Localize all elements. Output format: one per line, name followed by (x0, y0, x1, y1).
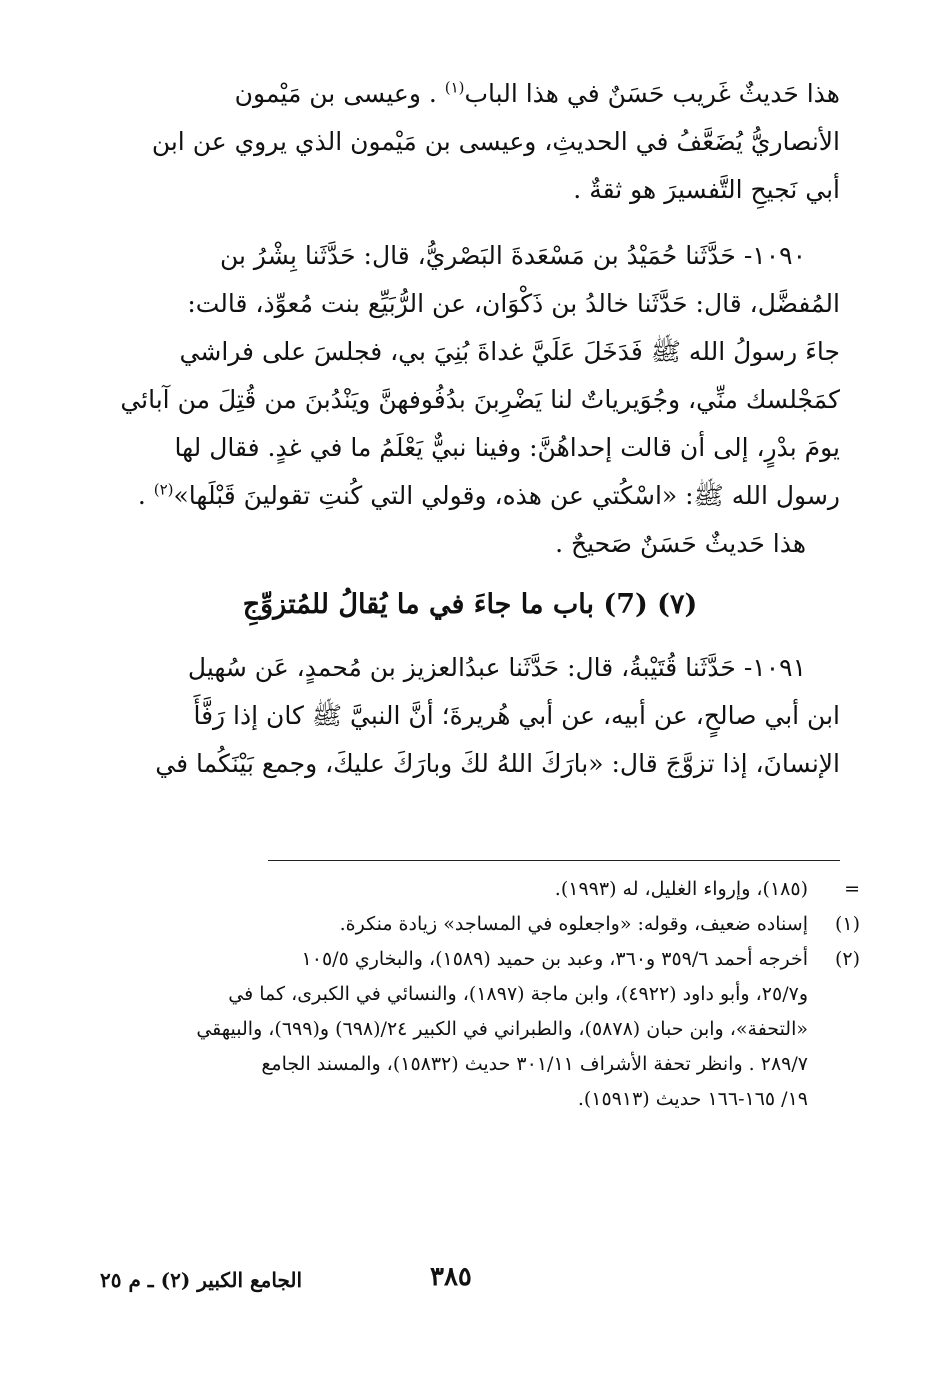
footnote-line: ٢٨٩/٧ . وانظر تحفة الأشراف ٣٠١/١١ حديث (١٥٨٣٢)، والمسند الجامع (261, 1053, 808, 1075)
text-line: جاءَ رسولُ الله ﷺ فَدَخَلَ عَلَيَّ غداةَ بُنِيَ بي، فجلسَ على فراشي (179, 337, 840, 366)
footnote-ref-1[interactable]: (١) (444, 78, 465, 97)
text-line: المُفضَّل، قال: حَدَّثَنا خالدُ بن ذَكْوَان، عن الرُّبَيِّع بنت مُعوِّذ، قالت: (187, 289, 840, 318)
text-line: يومَ بدْرٍ، إلى أن قالت إحداهُنَّ: وفينا نبيٌّ يَعْلَمُ ما في غدٍ. فقال لها (174, 433, 840, 462)
footnote-line: (١٨٥)، وإرواء الغليل، له (١٩٩٣). (554, 878, 808, 900)
footnote-marker: = (844, 878, 860, 900)
footnote-1 (100, 907, 860, 942)
footnote-marker: (٢) (834, 948, 860, 970)
footnote-2 (100, 942, 860, 1117)
page-number: ٣٨٥ (430, 1262, 472, 1292)
footnote-marker: (١) (834, 913, 860, 935)
text-line: الأنصاريُّ يُضَعَّفُ في الحديثِ، وعيسى بن مَيْمون الذي يروي عن ابن (151, 127, 840, 156)
paragraph-hadith-1089-commentary (100, 70, 840, 214)
text-line: رسول الله ﷺ: «اسْكُتي عن هذه، وقولي التي كُنتِ تقولينَ قَبْلَها»$^{(٢)}$ . (137, 480, 840, 510)
text-line: أبي نَجيحِ التَّفسيرَ هو ثقةٌ . (573, 175, 840, 204)
text-line: ١٠٩١- حَدَّثَنا قُتَيْبةُ، قال: حَدَّثَنا عبدُالعزيز بن مُحمدٍ، عَن سُهيل (187, 653, 806, 682)
chapter-heading: (٧) (7) باب ما جاءَ في ما يُقالُ للمُتزوِّجِ (242, 589, 698, 620)
text-line: كمَجْلسك منِّي، وجُوَيرياتٌ لنا يَضْرِبنَ بدُفُوفهنَّ ويَنْدُبنَ من قُتِلَ من آبائي (120, 385, 840, 414)
page-footer (100, 1262, 840, 1302)
text-line: ابن أبي صالحٍ، عن أبيه، عن أبي هُريرةَ؛ أنَّ النبيَّ ﷺ كان إذا رَفَّأَ (193, 701, 840, 730)
main-text (100, 70, 840, 792)
hadith-grade: هذا حَديثٌ حَسَنٌ صَحيحٌ . (555, 529, 806, 558)
footnote-line: و٢٥/٧، وأبو داود (٤٩٢٢)، وابن ماجة (١٨٩٧)، والنسائي في الكبرى، كما في (228, 983, 808, 1005)
footnote-ref-2[interactable]: (٢) (153, 480, 174, 499)
footnote-line: أخرجه أحمد ٣٥٩/٦ و٣٦٠، وعبد بن حميد (١٥٨٩)، والبخاري ١٠٥/٥ (301, 948, 808, 970)
paragraph-hadith-1090 (100, 232, 840, 568)
footnote-continuation (100, 872, 860, 907)
paragraph-hadith-1091 (100, 644, 840, 788)
text-line: هذا حَديثٌ غَريب حَسَنٌ في هذا الباب$^{(١)}$ . وعيسى بن مَيْمون (234, 78, 840, 108)
footnotes (100, 872, 860, 1117)
footnote-line: إسناده ضعيف، وقوله: «واجعلوه في المساجد» زيادة منكرة. (339, 913, 808, 935)
running-title: الجامع الكبير (٢) ـ م ٢٥ (100, 1268, 303, 1292)
text-line: الإنسانَ، إذا تزوَّجَ قال: «بارَكَ اللهُ لكَ وبارَكَ عليكَ، وجمع بَيْنَكُما في (155, 749, 840, 778)
footnote-line: ١٩/ ١٦٥-١٦٦ حديث (١٥٩١٣). (577, 1088, 808, 1110)
footnote-separator (268, 860, 840, 861)
footnote-line: «التحفة»، وابن حبان (٥٨٧٨)، والطبراني في الكبير ٢٤/(٦٩٨) و(٦٩٩)، والبيهقي (196, 1018, 808, 1040)
text-line: ١٠٩٠- حَدَّثَنا حُمَيْدُ بن مَسْعَدةَ البَصْريُّ، قال: حَدَّثَنا بِشْرُ بن (219, 241, 806, 270)
